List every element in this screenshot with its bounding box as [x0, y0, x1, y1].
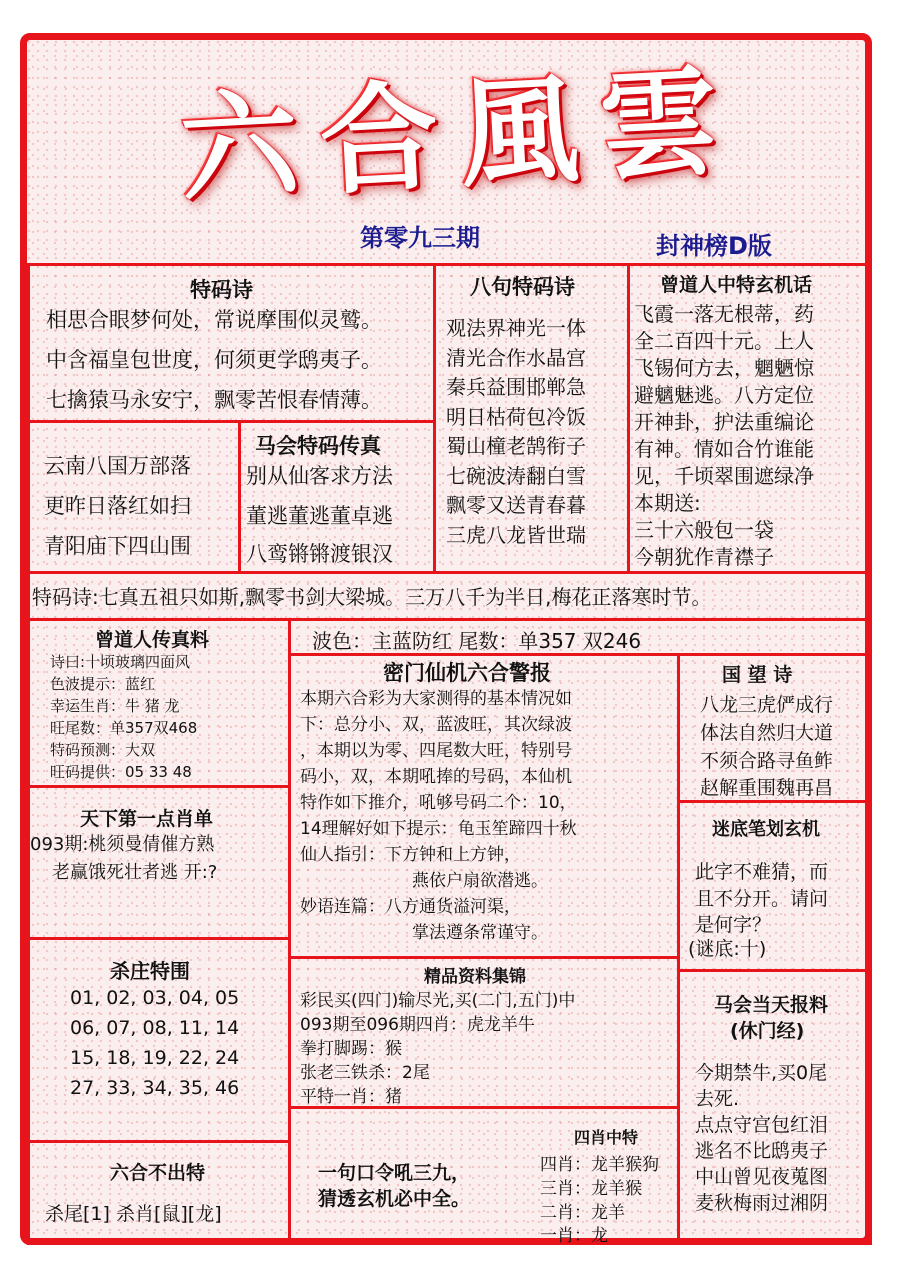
mahui-report-line-1: 今期禁牛,买0尾 [695, 1062, 828, 1084]
guowang-line-3: 不须合路寻鱼鲊 [700, 750, 834, 772]
riddle-line-3: 是何字？ [695, 914, 772, 936]
four-zodiac-line-4: 一肖：龙 [540, 1226, 608, 1246]
zeng-secret-line-2: 全二百四十元。上人 [634, 329, 814, 353]
zeng-fax-line-2: 色波提示：蓝红 [50, 675, 156, 693]
mahui-report-line-4: 逃名不比鸱夷子 [695, 1140, 829, 1162]
zeng-secret-line-10: 今朝犹作青襟子 [634, 545, 774, 569]
collection-line-3: 拳打脚踢：猴 [300, 1039, 402, 1059]
four-zodiac-line-3: 二肖：龙羊 [540, 1203, 625, 1223]
killer-title: 杀庄特围 [110, 959, 190, 983]
slogan-line-1: 一句口令吼三九， [318, 1162, 471, 1184]
mahui-report-line-5: 中山曾见夜蒐图 [695, 1166, 829, 1188]
zeng-secret-title: 曾道人中特玄机话 [660, 274, 813, 296]
killer-row-2: 06, 07, 08, 11, 14 [70, 1017, 240, 1039]
zeng-secret-line-8: 本期送: [634, 491, 701, 515]
mahui-fax-title: 马会特码传真 [255, 434, 381, 458]
zeng-fax-line-5: 特码预测：大双 [50, 741, 156, 759]
collection-line-2: 093期至096期四肖：虎龙羊牛 [300, 1015, 535, 1035]
riddle-line-2: 且不分开。请问 [695, 888, 829, 910]
eight-poem-line-7: 飘零又送青春暮 [446, 493, 586, 517]
liuhe-not-title: 六合不出特 [110, 1162, 206, 1184]
tianxia-line-1: 093期:桃须曼倩催方熟 [30, 834, 215, 855]
killer-row-4: 27, 33, 34, 35, 46 [70, 1077, 240, 1099]
wave-bar-text: 波色：主蓝防红 尾数：单357 双246 [312, 629, 642, 653]
tema-poem-line-3: 七擒猿马永安宁，飘零苦恨春情薄。 [46, 388, 382, 412]
zeng-secret-line-6: 有神。情如合竹谁能 [634, 437, 814, 461]
collection-line-5: 平特一肖：猪 [300, 1087, 402, 1107]
four-zodiac-line-1: 四肖：龙羊猴狗 [540, 1155, 659, 1175]
zeng-secret-line-9: 三十六般包一袋 [634, 518, 774, 542]
four-zodiac-title: 四肖中特 [574, 1128, 639, 1147]
secret-alert-line-6: 14理解好如下提示：龟玉笙蹄四十秋 [300, 819, 577, 839]
secret-alert-line-9: 妙语连篇：八方通货溢河渠， [300, 897, 521, 917]
tianxia-line-2: 老赢饿死壮者逃 开:? [52, 862, 218, 883]
zeng-fax-line-6: 旺码提供：05 33 48 [50, 763, 192, 781]
guowang-line-1: 八龙三虎俨成行 [700, 694, 834, 716]
tema-poem-line-2: 中含福皇包世度，何须更学鸱夷子。 [46, 348, 382, 372]
eight-poem-line-3: 秦兵益围邯郸急 [446, 375, 586, 399]
secret-alert-line-7: 仙人指引：下方钟和上方钟， [300, 845, 521, 865]
zeng-fax-line-4: 旺尾数：单357双468 [50, 719, 198, 737]
issue-number: 第零九三期 [360, 224, 480, 252]
tema-poem-title: 特码诗 [190, 278, 253, 302]
guowang-title: 国 望 诗 [722, 664, 793, 686]
mahui-report-line-2: 去死. [695, 1088, 740, 1110]
eight-poem-line-5: 蜀山橦老鹄衔子 [446, 434, 586, 458]
mahui-report-subtitle: (休门经) [730, 1020, 805, 1042]
liuhe-not-box [27, 1140, 291, 1245]
zeng-secret-line-5: 开神卦，护法重编论 [634, 410, 814, 434]
mahui-report-line-6: 麦秋梅雨过湘阴 [695, 1192, 829, 1214]
liuhe-not-line: 杀尾[1] 杀肖[鼠][龙] [45, 1203, 222, 1225]
riddle-title: 迷底笔划玄机 [712, 819, 820, 840]
masthead-title: 六合風雲 [176, 50, 744, 219]
yunnan-line-3: 青阳庙下四山围 [44, 534, 191, 558]
zeng-fax-title: 曾道人传真料 [95, 629, 210, 651]
eight-poem-line-6: 七碗波涛翻白雪 [446, 463, 586, 488]
eight-poem-line-8: 三虎八龙皆世瑞 [446, 522, 586, 547]
mahui-fax-line-2: 董逃董逃董卓逃 [246, 504, 393, 528]
eight-poem-line-2: 清光合作水晶宫 [446, 345, 586, 370]
slogan-line-2: 猜透玄机必中全。 [318, 1188, 471, 1210]
collection-line-4: 张老三铁杀：2尾 [300, 1063, 430, 1083]
zeng-secret-line-4: 避魑魅逃。八方定位 [634, 383, 814, 407]
secret-alert-line-5: 特作如下推介，吼够号码二个：10， [300, 793, 577, 813]
secret-alert-line-2: 下：总分小、双，蓝波旺，其次绿波 [300, 715, 572, 735]
guowang-line-2: 体法自然归大道 [700, 722, 834, 744]
zeng-fax-line-3: 幸运生肖：牛 猪 龙 [50, 697, 180, 715]
guowang-line-4: 赵解重围魏再昌 [700, 777, 834, 799]
riddle-line-4: (谜底:十) [688, 938, 767, 960]
killer-row-1: 01, 02, 03, 04, 05 [70, 987, 240, 1009]
yunnan-line-2: 更昨日落红如扫 [44, 494, 191, 518]
secret-alert-line-3: ，本期以为零、四尾数大旺，特别号 [300, 741, 572, 761]
secret-alert-title: 密门仙机六合警报 [383, 661, 551, 685]
eight-poem-title: 八句特码诗 [470, 275, 575, 299]
zeng-secret-line-1: 飞霞一落无根蒂，药 [634, 302, 814, 326]
tema-poem-line-1: 相思合眼梦何处，常说摩围似灵鹫。 [46, 308, 382, 332]
edition-label: 封神榜D版 [656, 232, 772, 260]
eight-poem-line-4: 明日枯荷包冷饭 [446, 404, 586, 429]
mahui-fax-line-3: 八鸾锵锵渡银汉 [246, 542, 393, 566]
secret-alert-line-1: 本期六合彩为大家测得的基本情况如 [300, 689, 572, 709]
four-zodiac-line-2: 三肖：龙羊猴 [540, 1179, 642, 1199]
riddle-line-1: 此字不难猜，而 [695, 861, 829, 883]
eight-poem-line-1: 观法界神光一体 [446, 316, 586, 340]
zeng-secret-line-3: 飞锡何方去，魍魉惊 [634, 356, 814, 380]
secret-alert-line-4: 码小，双，本期吼捧的号码，本仙机 [300, 767, 572, 787]
yunnan-line-1: 云南八国万部落 [44, 454, 191, 478]
tema-line-text: 特码诗:七真五祖只如斯,飘零书剑大梁城。三万八千为半日,梅花正落寒时节。 [32, 585, 712, 609]
tianxia-title: 天下第一点肖单 [80, 808, 214, 830]
zeng-fax-line-1: 诗曰:十顷玻璃四面风 [50, 653, 191, 671]
secret-alert-line-10: 掌法遵条常谨守。 [412, 923, 548, 943]
mahui-report-line-3: 点点守宫包红泪 [695, 1114, 829, 1136]
secret-alert-line-8: 燕依户扇欲潜逃。 [412, 871, 548, 891]
killer-row-3: 15, 18, 19, 22, 24 [70, 1047, 240, 1069]
collection-title: 精品资料集锦 [424, 967, 526, 987]
collection-line-1: 彩民买(四门)输尽光,买(二门,五门)中 [300, 991, 576, 1011]
zeng-secret-line-7: 见，千顷翠围遮绿净 [634, 464, 814, 488]
mahui-fax-line-1: 别从仙客求方法 [246, 464, 393, 488]
mahui-report-title: 马会当天报料 [714, 994, 829, 1016]
